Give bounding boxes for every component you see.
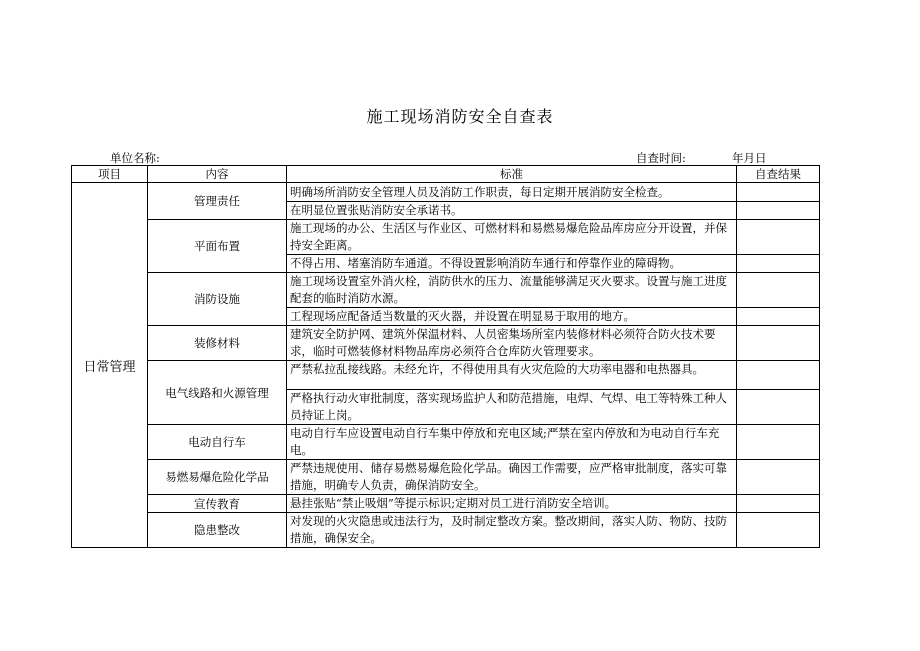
item-content: 宣传教育 (148, 495, 287, 513)
standard-cell: 严禁违规使用、储存易燃易爆危险化学品。确因工作需要，应严格审批制度，落实可靠措施，明确专人负责，确保消防安全。 (287, 460, 737, 495)
header-result: 自查结果 (737, 166, 820, 183)
checklist-table (71, 165, 820, 548)
result-cell[interactable] (737, 255, 820, 273)
page-title: 施工现场消防安全自查表 (366, 107, 554, 126)
standard-cell: 施工现场设置室外消火栓，消防供水的压力、流量能够满足灭火要求。设置与施工进度配套的临时消防水源。 (287, 273, 737, 308)
result-cell[interactable] (737, 390, 820, 425)
standard-cell: 严格执行动火审批制度，落实现场监护人和防范措施，电焊、气焊、电工等特殊工种人员持证上岗。 (287, 390, 737, 425)
header-content: 内容 (148, 166, 287, 183)
item-content: 电动自行车 (148, 425, 287, 460)
item-content: 电气线路和火源管理 (148, 361, 287, 425)
category-cell: 日常管理 (72, 183, 148, 548)
standard-cell: 悬挂张贴“禁止吸烟”等提示标识;定期对员工进行消防安全培训。 (287, 495, 737, 513)
header-standard: 标准 (287, 166, 737, 183)
item-content: 管理责任 (148, 183, 287, 220)
table-row (72, 361, 820, 390)
check-time-label: 自查时间: (636, 151, 686, 165)
result-cell[interactable] (737, 361, 820, 390)
item-content: 平面布置 (148, 220, 287, 273)
standard-cell: 建筑安全防护网、建筑外保温材料、人员密集场所室内装修材料必须符合防火技术要求，临时可燃装修材料物品库房必须符合仓库防火管理要求。 (287, 326, 737, 361)
result-cell[interactable] (737, 425, 820, 460)
table-row (72, 220, 820, 255)
table-row (72, 183, 820, 202)
result-cell[interactable] (737, 220, 820, 255)
item-content: 隐患整改 (148, 513, 287, 548)
standard-cell: 对发现的火灾隐患或违法行为，及时制定整改方案。整改期间，落实人防、物防、技防措施，确保安全。 (287, 513, 737, 548)
result-cell[interactable] (737, 513, 820, 548)
result-cell[interactable] (737, 308, 820, 326)
table-row (72, 513, 820, 548)
item-content: 装修材料 (148, 326, 287, 361)
result-cell[interactable] (737, 202, 820, 220)
date-label: 年月日 (732, 151, 767, 165)
result-cell[interactable] (737, 460, 820, 495)
result-cell[interactable] (737, 273, 820, 308)
standard-cell: 严禁私拉乱接线路。未经允许，不得使用具有火灾危险的大功率电器和电热器具。 (287, 361, 737, 390)
standard-cell: 在明显位置张贴消防安全承诺书。 (287, 202, 737, 220)
table-row (72, 425, 820, 460)
header-row (72, 166, 820, 183)
standard-cell: 不得占用、堵塞消防车通道。不得设置影响消防车通行和停靠作业的障碍物。 (287, 255, 737, 273)
item-content: 消防设施 (148, 273, 287, 326)
result-cell[interactable] (737, 183, 820, 202)
item-content: 易燃易爆危险化学品 (148, 460, 287, 495)
result-cell[interactable] (737, 326, 820, 361)
standard-cell: 电动自行车应设置电动自行车集中停放和充电区域;严禁在室内停放和为电动自行车充电。 (287, 425, 737, 460)
standard-cell: 工程现场应配备适当数量的灭火器，并设置在明显易于取用的地方。 (287, 308, 737, 326)
unit-name-label: 单位名称: (110, 151, 160, 165)
standard-cell: 施工现场的办公、生活区与作业区、可燃材料和易燃易爆危险品库房应分开设置，并保持安全距离。 (287, 220, 737, 255)
table-row (72, 495, 820, 513)
table-row (72, 326, 820, 361)
table-row (72, 460, 820, 495)
result-cell[interactable] (737, 495, 820, 513)
table-row (72, 273, 820, 308)
header-project: 项目 (72, 166, 148, 183)
standard-cell: 明确场所消防安全管理人员及消防工作职责，每日定期开展消防安全检查。 (287, 183, 737, 202)
